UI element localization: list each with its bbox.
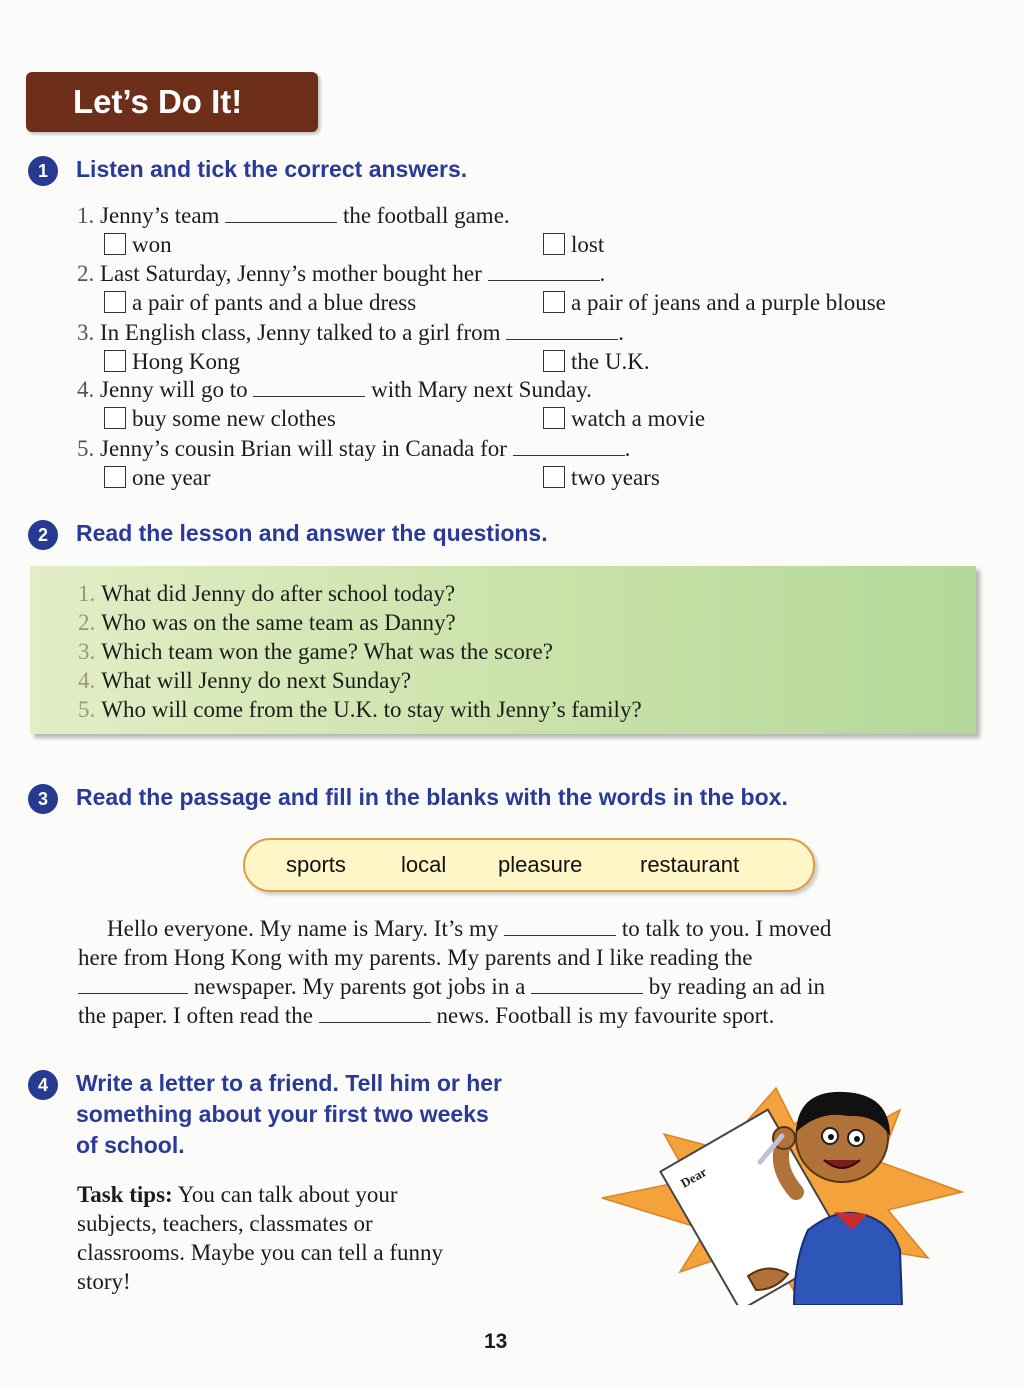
checkbox-icon[interactable] [104,407,126,429]
read-question-2: 2. Who was on the same team as Danny? [78,610,456,635]
passage-blank-4[interactable] [319,1002,431,1023]
word-restaurant: restaurant [640,852,740,877]
option-checkbox[interactable]: lost [543,230,604,259]
passage-blank-2[interactable] [78,973,188,994]
word-pleasure: pleasure [498,852,583,877]
answer-blank[interactable] [506,319,618,340]
answer-blank[interactable] [488,260,600,281]
listen-question-4: 4. Jenny will go to with Mary next Sunday. [77,377,592,402]
lets-do-it-banner: Let’s Do It! [26,72,318,132]
read-question-3: 3. Which team won the game? What was the score? [78,639,553,664]
section-2-title: Read the lesson and answer the questions. [76,520,548,546]
passage-blank-1[interactable] [504,915,616,936]
passage-line-3: newspaper. My parents got jobs in a by reading an ad in [78,972,978,1001]
page-number: 13 [484,1330,508,1353]
task-tips: Task tips: You can talk about your subjects, teachers, classmates or classrooms. Maybe you can tell a funny story! [77,1182,443,1294]
section-2-number-badge: 2 [28,520,58,550]
word-box [243,838,815,892]
option-checkbox[interactable]: two years [543,463,660,492]
passage-line-4: the paper. I often read the news. Football is my favourite sport. [78,1003,775,1028]
option-checkbox[interactable]: the U.K. [543,347,650,376]
checkbox-icon[interactable] [543,350,565,372]
checkbox-icon[interactable] [104,350,126,372]
listen-question-3: 3. In English class, Jenny talked to a girl from . [77,320,625,345]
section-4-number-badge: 4 [28,1070,58,1100]
read-question-5: 5. Who will come from the U.K. to stay with Jenny’s family? [78,697,642,722]
answer-blank[interactable] [513,435,625,456]
section-2-heading [28,518,548,549]
section-1-number-badge: 1 [28,156,58,186]
questions-box [30,566,976,734]
section-1-title: Listen and tick the correct answers. [76,156,468,182]
word-sports: sports [286,852,346,877]
option-checkbox[interactable]: won [104,230,172,259]
section-3-title: Read the passage and fill in the blanks with the words in the box. [76,784,788,810]
checkbox-icon[interactable] [104,233,126,255]
section-4-title-line-1: Write a letter to a friend. Tell him or her [76,1070,503,1096]
section-4-heading [28,1068,502,1161]
listen-question-5: 5. Jenny’s cousin Brian will stay in Canada for . [77,436,631,461]
checkbox-icon[interactable] [543,233,565,255]
read-question-1: 1. What did Jenny do after school today? [78,581,456,606]
option-checkbox[interactable]: a pair of jeans and a purple blouse [543,288,886,317]
option-checkbox[interactable]: buy some new clothes [104,404,336,433]
checkbox-icon[interactable] [543,466,565,488]
read-question-4: 4. What will Jenny do next Sunday? [78,668,412,693]
checkbox-icon[interactable] [543,291,565,313]
checkbox-icon[interactable] [104,291,126,313]
option-checkbox[interactable]: a pair of pants and a blue dress [104,288,416,317]
option-checkbox[interactable]: one year [104,463,211,492]
listen-question-2: 2. Last Saturday, Jenny’s mother bought her . [77,261,606,286]
passage-line-2: here from Hong Kong with my parents. My parents and I like reading the [78,945,753,970]
answer-blank[interactable] [253,376,365,397]
section-4-title-line-3: of school. [76,1132,185,1158]
task-tips-label: Task tips: [77,1182,173,1207]
passage-line-1: Hello everyone. My name is Mary. It’s my to talk to you. I moved [107,916,832,941]
section-3-heading [28,782,788,813]
listen-question-1: 1. Jenny’s team the football game. [77,203,510,228]
word-local: local [401,852,447,877]
section-4-title-line-2: something about your first two weeks [76,1101,489,1127]
section-1-heading [28,154,467,185]
answer-blank[interactable] [225,202,337,223]
checkbox-icon[interactable] [543,407,565,429]
letter-dear-text: Dear [677,1164,710,1191]
passage-blank-3[interactable] [531,973,643,994]
section-3-number-badge: 3 [28,784,58,814]
boy-writing-letter-illustration [598,1080,966,1305]
option-checkbox[interactable]: watch a movie [543,404,705,433]
checkbox-icon[interactable] [104,466,126,488]
option-checkbox[interactable]: Hong Kong [104,347,240,376]
